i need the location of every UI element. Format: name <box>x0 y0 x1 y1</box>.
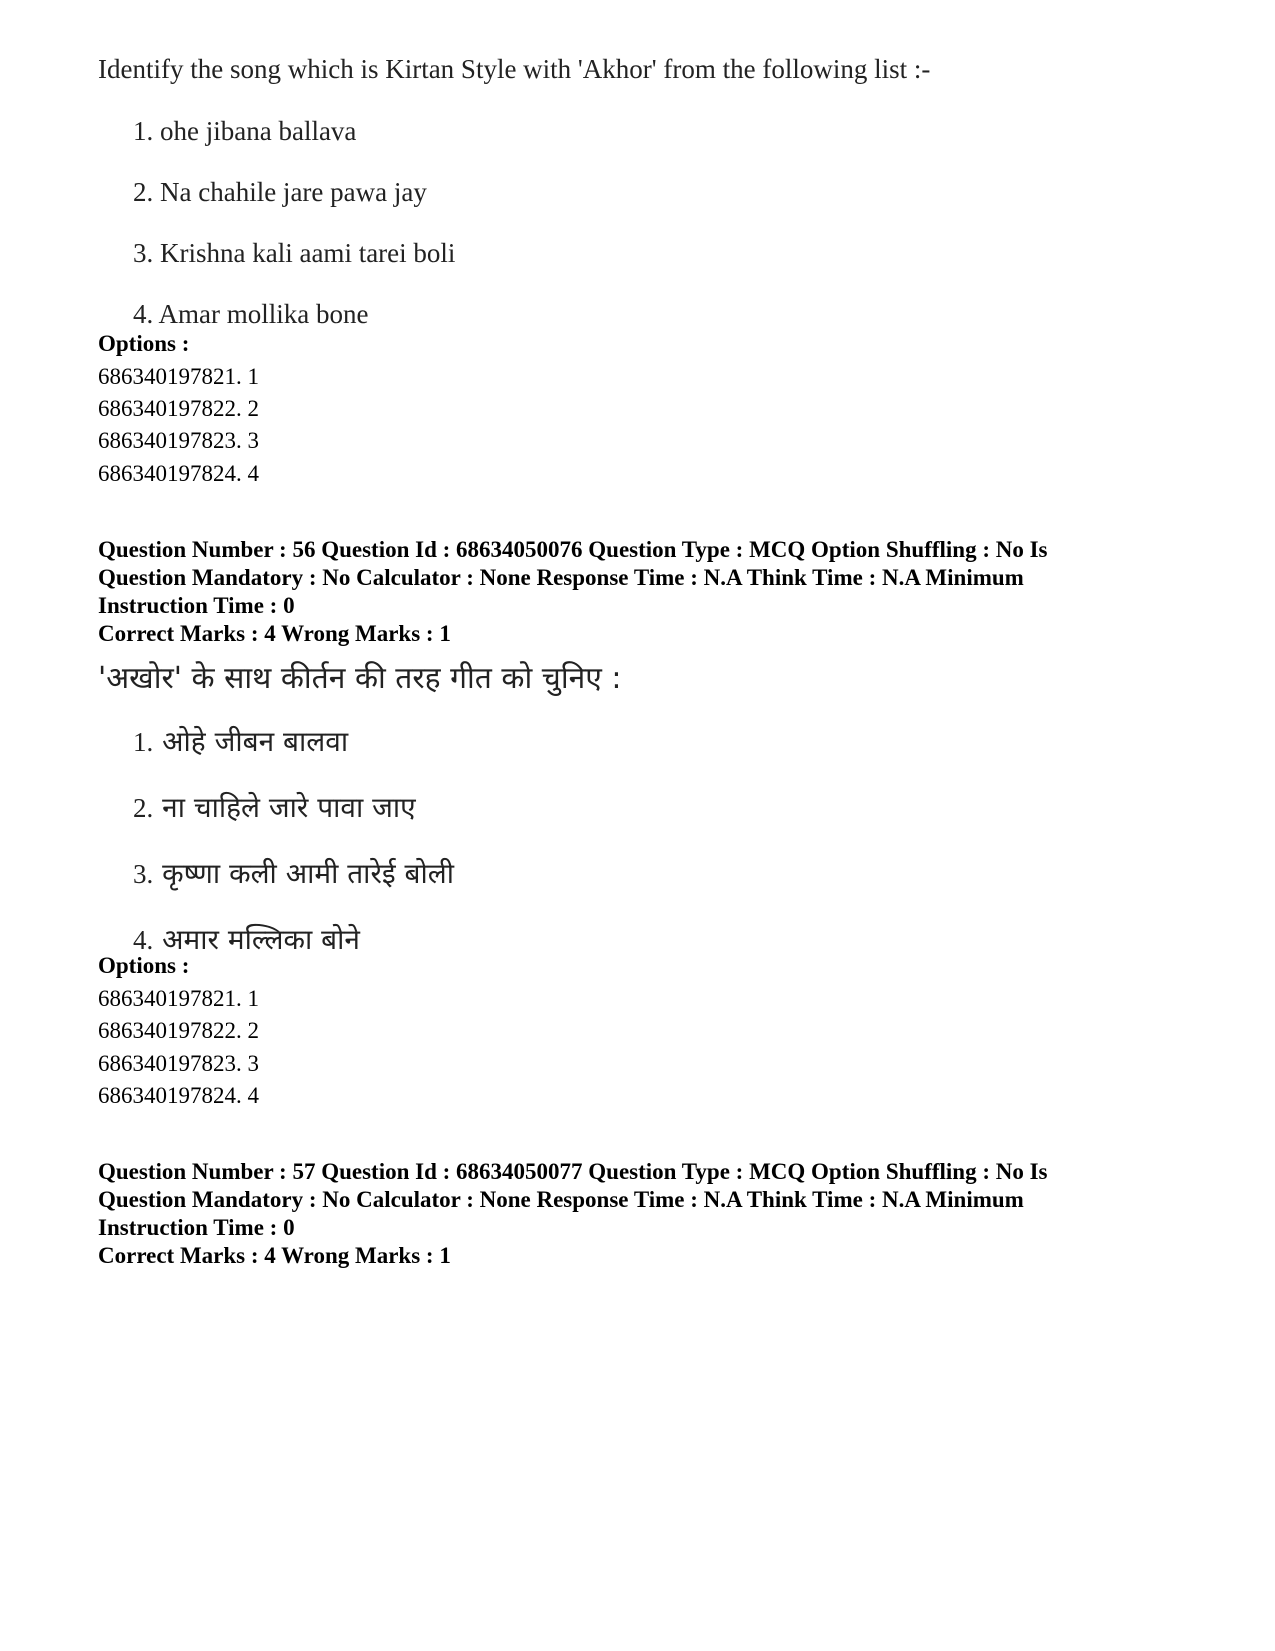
question-meta-line: Question Mandatory : No Calculator : None Response Time : N.A Think Time : N.A Minimum <box>98 1187 1024 1212</box>
options-label: Options : <box>98 953 190 978</box>
list-text: अमार मल्लिका बोने <box>162 923 360 956</box>
question-meta-line: Instruction Time : 0 <box>98 1215 295 1240</box>
option-3: 686340197823. 3 <box>98 428 259 453</box>
list-item-hi-2 <box>133 788 416 826</box>
question-text-en: Identify the song which is Kirtan Style with 'Akhor' from the following list :- <box>98 54 931 84</box>
list-text: ओहे जीबन बालवा <box>162 725 349 758</box>
list-number: 3. <box>133 859 154 889</box>
list-text: ना चाहिले जारे पावा जाए <box>162 791 416 824</box>
option-4: 686340197824. 4 <box>98 461 259 486</box>
marks-line: Correct Marks : 4 Wrong Marks : 1 <box>98 1243 451 1268</box>
option-4: 686340197824. 4 <box>98 1083 259 1108</box>
list-item-en-4: 4. Amar mollika bone <box>133 299 369 329</box>
list-text: कृष्णा कली आमी तारेई बोली <box>162 857 455 890</box>
question-meta-line: Instruction Time : 0 <box>98 593 295 618</box>
option-2: 686340197822. 2 <box>98 1018 259 1043</box>
question-text-hi: 'अखोर' के साथ कीर्तन की तरह गीत को चुनिए : <box>98 661 622 696</box>
marks-line: Correct Marks : 4 Wrong Marks : 1 <box>98 621 451 646</box>
list-item-en-1: 1. ohe jibana ballava <box>133 116 357 146</box>
question-meta-line: Question Number : 57 Question Id : 68634050077 Question Type : MCQ Option Shuffling : No Is <box>98 1159 1048 1184</box>
question-meta <box>98 536 1178 620</box>
option-1: 686340197821. 1 <box>98 986 259 1011</box>
option-1: 686340197821. 1 <box>98 364 259 389</box>
list-item-en-2: 2. Na chahile jare pawa jay <box>133 177 427 207</box>
list-number: 1. <box>133 727 154 757</box>
question-meta-line: Question Mandatory : No Calculator : None Response Time : N.A Think Time : N.A Minimum <box>98 565 1024 590</box>
list-item-hi-3 <box>133 854 454 892</box>
options-label: Options : <box>98 331 190 356</box>
question-meta-line: Question Number : 56 Question Id : 68634050076 Question Type : MCQ Option Shuffling : No Is <box>98 537 1048 562</box>
list-item-en-3: 3. Krishna kali aami tarei boli <box>133 238 456 268</box>
option-3: 686340197823. 3 <box>98 1051 259 1076</box>
option-2: 686340197822. 2 <box>98 396 259 421</box>
list-number: 4. <box>133 925 154 955</box>
list-number: 2. <box>133 793 154 823</box>
list-item-hi-1 <box>133 722 348 760</box>
question-meta <box>98 1158 1178 1242</box>
